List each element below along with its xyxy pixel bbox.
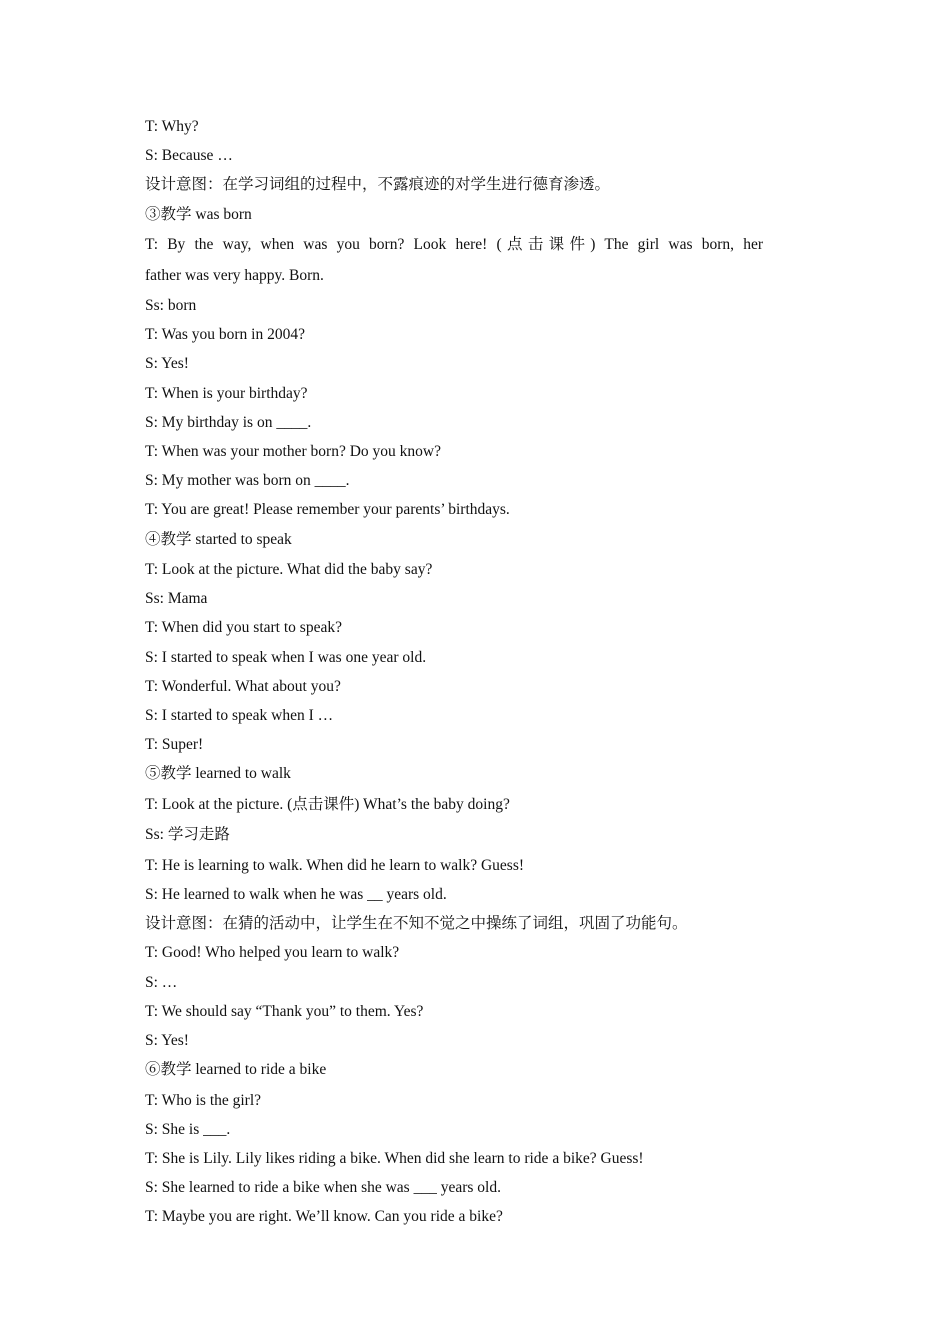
dialogue-line: S: Because … xyxy=(145,147,233,165)
dialogue-line: S: She is ___. xyxy=(145,1120,231,1138)
dialogue-line: S: Yes! xyxy=(145,355,189,373)
design-intent-note: 设计意图：在猜的活动中，让学生在不知不觉之中操练了词组，巩固了功能句。 xyxy=(145,915,688,933)
dialogue-line: S: My mother was born on ____. xyxy=(145,472,350,490)
dialogue-line: T: Look at the picture. What did the baby say? xyxy=(145,561,433,579)
dialogue-line: T: We should say “Thank you” to them. Yes? xyxy=(145,1002,424,1020)
dialogue-line: T: She is Lily. Lily likes riding a bike. When did she learn to ride a bike? Guess! xyxy=(145,1150,644,1168)
dialogue-line: S: … xyxy=(145,973,178,991)
dialogue-line: T: When was your mother born? Do you know? xyxy=(145,443,441,460)
dialogue-line: T: He is learning to walk. When did he learn to walk? Guess! xyxy=(145,856,525,874)
dialogue-line: S: I started to speak when I was one year old. xyxy=(145,648,427,666)
dialogue-line: T: Was you born in 2004? xyxy=(145,326,305,344)
dialogue-line: T: When is your birthday? xyxy=(145,384,308,402)
dialogue-line: T: Good! Who helped you learn to walk? xyxy=(145,944,400,962)
dialogue-line: father was very happy. Born. xyxy=(145,266,324,284)
dialogue-line: Ss: born xyxy=(145,297,197,315)
dialogue-line: S: I started to speak when I … xyxy=(145,707,334,724)
dialogue-line: T: Who is the girl? xyxy=(145,1091,262,1109)
dialogue-line: T: Look at the picture. (点击课件) What’s the baby doing? xyxy=(145,795,510,813)
dialogue-line: S: She learned to ride a bike when she was ___ years old. xyxy=(145,1179,501,1197)
dialogue-line: T: Super! xyxy=(145,736,204,754)
dialogue-line: S: He learned to walk when he was __ years old. xyxy=(145,886,447,904)
dialogue-line: T: When did you start to speak? xyxy=(145,619,342,637)
dialogue-line: T: By the way, when was you born? Look here! (点击课件) The girl was born, her xyxy=(145,236,763,254)
document-page xyxy=(145,112,763,1232)
dialogue-line: Ss: Mama xyxy=(145,590,208,608)
section-heading: ⑥教学 learned to ride a bike xyxy=(145,1061,327,1079)
section-heading: ⑤教学 learned to walk xyxy=(145,765,291,783)
dialogue-line: S: Yes! xyxy=(145,1032,189,1049)
dialogue-line: T: You are great! Please remember your parents’ birthdays. xyxy=(145,501,510,519)
dialogue-line: S: My birthday is on ____. xyxy=(145,413,312,431)
dialogue-line: T: Maybe you are right. We’ll know. Can you ride a bike? xyxy=(145,1208,503,1226)
dialogue-line: Ss: 学习走路 xyxy=(145,826,230,844)
section-heading: ④教学 started to speak xyxy=(145,530,292,548)
dialogue-line: T: Wonderful. What about you? xyxy=(145,677,341,695)
section-heading: ③教学 was born xyxy=(145,205,252,223)
design-intent-note: 设计意图：在学习词组的过程中，不露痕迹的对学生进行德育渗透。 xyxy=(145,176,611,194)
dialogue-line: T: Why? xyxy=(145,118,199,135)
